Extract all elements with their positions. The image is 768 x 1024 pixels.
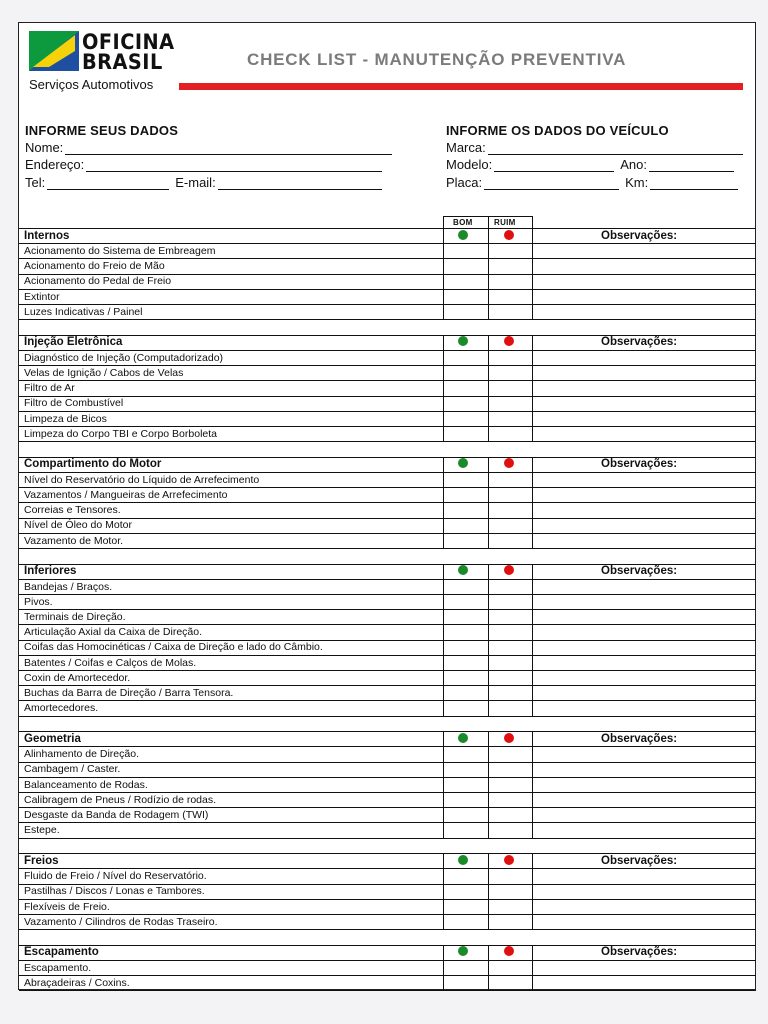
bad-check-cell[interactable] [488, 533, 532, 548]
observations-cell[interactable] [532, 304, 756, 319]
email-label: E-mail: [175, 175, 216, 190]
good-status-dot-icon[interactable] [458, 855, 468, 865]
model-field[interactable] [494, 159, 614, 172]
good-check-cell[interactable] [443, 914, 488, 929]
good-check-cell[interactable] [443, 258, 488, 273]
model-label: Modelo: [446, 157, 493, 172]
good-check-cell[interactable] [443, 975, 488, 990]
bad-status-dot-icon[interactable] [504, 733, 514, 743]
checklist-item: Batentes / Coifas e Calços de Molas. [24, 656, 197, 669]
section-title: Injeção Eletrônica [24, 336, 123, 349]
plate-field[interactable] [484, 177, 619, 190]
name-label: Nome: [25, 140, 64, 155]
observations-cell[interactable] [532, 670, 756, 685]
bad-check-cell[interactable] [488, 975, 532, 990]
logo-text-line2: BRASIL [82, 50, 163, 74]
logo-subtitle: Serviços Automotivos [29, 77, 154, 92]
checklist-item: Nível do Reservatório do Líquido de Arrefecimento [24, 473, 260, 486]
observations-cell[interactable] [532, 975, 756, 990]
observations-label: Observações: [601, 946, 678, 959]
table-column-rule [532, 216, 533, 228]
km-label: Km: [625, 175, 649, 190]
good-check-cell[interactable] [443, 822, 488, 837]
title-underline-bar [179, 83, 743, 90]
good-status-dot-icon[interactable] [458, 733, 468, 743]
observations-cell[interactable] [532, 655, 756, 670]
bad-check-cell[interactable] [488, 700, 532, 715]
bad-check-cell[interactable] [488, 579, 532, 594]
good-check-cell[interactable] [443, 609, 488, 624]
checklist-item: Acionamento do Freio de Mão [24, 260, 165, 273]
brazil-flag-logo-icon [29, 31, 79, 71]
good-check-cell[interactable] [443, 350, 488, 365]
address-field[interactable] [86, 159, 382, 172]
checklist-sheet [18, 22, 756, 990]
table-rule [19, 319, 756, 320]
observations-cell[interactable] [532, 899, 756, 914]
section-title: Freios [24, 854, 59, 867]
checklist-item: Filtro de Ar [24, 382, 75, 395]
bad-check-cell[interactable] [488, 258, 532, 273]
bad-check-cell[interactable] [488, 884, 532, 899]
checklist-item: Diagnóstico de Injeção (Computadorizado) [24, 351, 224, 364]
bad-check-cell[interactable] [488, 594, 532, 609]
table-rule [19, 838, 756, 839]
table-rule [19, 929, 756, 930]
good-check-cell[interactable] [443, 640, 488, 655]
table-rule [19, 228, 756, 229]
checklist-item: Filtro de Combustível [24, 397, 124, 410]
good-status-dot-icon[interactable] [458, 230, 468, 240]
section-title: Escapamento [24, 946, 99, 959]
observations-cell[interactable] [532, 792, 756, 807]
checklist-item: Flexíveis de Freio. [24, 900, 110, 913]
bad-status-dot-icon[interactable] [504, 855, 514, 865]
year-field[interactable] [649, 159, 734, 172]
checklist-item: Estepe. [24, 824, 60, 837]
observations-cell[interactable] [532, 807, 756, 822]
observations-cell[interactable] [532, 884, 756, 899]
good-status-dot-icon[interactable] [458, 565, 468, 575]
observations-cell[interactable] [532, 914, 756, 929]
observations-cell[interactable] [532, 609, 756, 624]
checklist-item: Alinhamento de Direção. [24, 748, 139, 761]
observations-cell[interactable] [532, 258, 756, 273]
checklist-item: Limpeza de Bicos [24, 412, 107, 425]
bad-check-cell[interactable] [488, 609, 532, 624]
good-check-cell[interactable] [443, 655, 488, 670]
phone-field[interactable] [47, 177, 169, 190]
observations-cell[interactable] [532, 624, 756, 639]
good-check-cell[interactable] [443, 243, 488, 258]
name-row [25, 140, 392, 155]
observations-cell[interactable] [532, 777, 756, 792]
section-title: Inferiores [24, 565, 77, 578]
good-check-cell[interactable] [443, 594, 488, 609]
good-check-cell[interactable] [443, 700, 488, 715]
observations-cell[interactable] [532, 472, 756, 487]
name-field[interactable] [65, 142, 392, 155]
good-check-cell[interactable] [443, 426, 488, 441]
checklist-item: Nível de Óleo do Motor [24, 519, 132, 532]
checklist-item: Pastilhas / Discos / Lonas e Tambores. [24, 885, 205, 898]
observations-cell[interactable] [532, 411, 756, 426]
bad-check-cell[interactable] [488, 274, 532, 289]
address-label: Endereço: [25, 157, 85, 172]
good-check-cell[interactable] [443, 380, 488, 395]
contact-row [25, 175, 382, 190]
bad-check-cell[interactable] [488, 655, 532, 670]
company-logo [25, 28, 175, 98]
observations-label: Observações: [601, 229, 678, 242]
checklist-item: Cambagem / Caster. [24, 763, 121, 776]
bad-check-cell[interactable] [488, 822, 532, 837]
bad-check-cell[interactable] [488, 426, 532, 441]
observations-cell[interactable] [532, 426, 756, 441]
checklist-item: Correias e Tensores. [24, 504, 121, 517]
bad-check-cell[interactable] [488, 792, 532, 807]
bad-check-cell[interactable] [488, 685, 532, 700]
observations-label: Observações: [601, 854, 678, 867]
checklist-item: Vazamentos / Mangueiras de Arrefecimento [24, 489, 228, 501]
page-title: CHECK LIST - MANUTENÇÃO PREVENTIVA [247, 50, 627, 69]
observations-cell[interactable] [532, 396, 756, 411]
good-status-dot-icon[interactable] [458, 946, 468, 956]
bad-status-dot-icon[interactable] [504, 336, 514, 346]
email-field[interactable] [218, 177, 382, 190]
observations-cell[interactable] [532, 533, 756, 548]
observations-cell[interactable] [532, 380, 756, 395]
good-check-cell[interactable] [443, 746, 488, 761]
observations-cell[interactable] [532, 365, 756, 380]
bad-check-cell[interactable] [488, 762, 532, 777]
good-check-cell[interactable] [443, 899, 488, 914]
checklist-item: Balanceamento de Rodas. [24, 778, 148, 791]
observations-cell[interactable] [532, 289, 756, 304]
observations-cell[interactable] [532, 822, 756, 837]
good-status-dot-icon[interactable] [458, 336, 468, 346]
phone-label: Tel: [25, 175, 46, 190]
good-check-cell[interactable] [443, 502, 488, 517]
table-column-rule [488, 216, 489, 228]
section-title: Internos [24, 229, 70, 242]
customer-section-heading: INFORME SEUS DADOS [25, 123, 179, 138]
bad-check-cell[interactable] [488, 411, 532, 426]
brand-row [446, 140, 743, 155]
section-title: Geometria [24, 732, 81, 745]
bad-check-cell[interactable] [488, 243, 532, 258]
bad-check-cell[interactable] [488, 914, 532, 929]
bad-status-dot-icon[interactable] [504, 565, 514, 575]
good-check-cell[interactable] [443, 487, 488, 502]
bad-column-header: RUIM [494, 218, 516, 227]
bad-check-cell[interactable] [488, 365, 532, 380]
observations-cell[interactable] [532, 868, 756, 883]
checklist-item: Articulação Axial da Caixa de Direção. [24, 626, 203, 639]
good-check-cell[interactable] [443, 274, 488, 289]
good-check-cell[interactable] [443, 472, 488, 487]
checklist-item: Bandejas / Braços. [24, 580, 113, 593]
good-check-cell[interactable] [443, 304, 488, 319]
checklist-item: Fluido de Freio / Nível do Reservatório. [24, 870, 207, 883]
observations-cell[interactable] [532, 960, 756, 975]
checklist-item: Coifas das Homocinéticas / Caixa de Direção e lado do Câmbio. [24, 641, 323, 654]
bad-check-cell[interactable] [488, 670, 532, 685]
observations-cell[interactable] [532, 700, 756, 715]
checklist-item: Limpeza do Corpo TBI e Corpo Borboleta [24, 427, 217, 440]
checklist-item: Velas de Ignição / Cabos de Velas [24, 367, 184, 379]
observations-label: Observações: [601, 336, 678, 349]
address-row [25, 157, 382, 172]
observations-cell[interactable] [532, 518, 756, 533]
observations-cell[interactable] [532, 274, 756, 289]
bad-check-cell[interactable] [488, 304, 532, 319]
observations-cell[interactable] [532, 640, 756, 655]
bad-check-cell[interactable] [488, 472, 532, 487]
good-check-cell[interactable] [443, 624, 488, 639]
checklist-item: Desgaste da Banda de Rodagem (TWI) [24, 809, 209, 821]
table-rule [19, 441, 756, 442]
observations-label: Observações: [601, 458, 678, 471]
observations-cell[interactable] [532, 594, 756, 609]
bad-check-cell[interactable] [488, 380, 532, 395]
good-check-cell[interactable] [443, 777, 488, 792]
year-label: Ano: [620, 157, 647, 172]
bad-check-cell[interactable] [488, 746, 532, 761]
checklist-item: Amortecedores. [24, 702, 99, 715]
bad-check-cell[interactable] [488, 868, 532, 883]
checklist-item: Abraçadeiras / Coxins. [24, 977, 130, 989]
good-check-cell[interactable] [443, 807, 488, 822]
observations-cell[interactable] [532, 579, 756, 594]
observations-cell[interactable] [532, 243, 756, 258]
good-check-cell[interactable] [443, 396, 488, 411]
checklist-item: Buchas da Barra de Direção / Barra Tensora. [24, 687, 234, 699]
good-check-cell[interactable] [443, 579, 488, 594]
good-check-cell[interactable] [443, 365, 488, 380]
good-check-cell[interactable] [443, 960, 488, 975]
observations-label: Observações: [601, 565, 678, 578]
bad-check-cell[interactable] [488, 396, 532, 411]
checklist-item: Vazamento / Cilindros de Rodas Traseiro. [24, 915, 218, 928]
table-rule [19, 990, 756, 991]
bad-check-cell[interactable] [488, 487, 532, 502]
observations-cell[interactable] [532, 350, 756, 365]
bad-check-cell[interactable] [488, 899, 532, 914]
checklist-item: Acionamento do Pedal de Freio [24, 275, 172, 288]
good-check-cell[interactable] [443, 289, 488, 304]
checklist-item: Vazamento de Motor. [24, 534, 124, 547]
checklist-item: Escapamento. [24, 961, 92, 974]
brand-field[interactable] [488, 142, 743, 155]
table-column-rule [443, 216, 444, 228]
good-check-cell[interactable] [443, 884, 488, 899]
checklist-item: Luzes Indicativas / Painel [24, 305, 143, 318]
good-check-cell[interactable] [443, 670, 488, 685]
good-check-cell[interactable] [443, 868, 488, 883]
good-check-cell[interactable] [443, 792, 488, 807]
good-check-cell[interactable] [443, 533, 488, 548]
bad-check-cell[interactable] [488, 350, 532, 365]
bad-status-dot-icon[interactable] [504, 230, 514, 240]
plate-label: Placa: [446, 175, 483, 190]
bad-status-dot-icon[interactable] [504, 458, 514, 468]
good-check-cell[interactable] [443, 411, 488, 426]
checklist-item: Pivos. [24, 595, 53, 608]
brand-label: Marca: [446, 140, 486, 155]
km-field[interactable] [650, 177, 738, 190]
good-check-cell[interactable] [443, 762, 488, 777]
checklist-item: Acionamento do Sistema de Embreagem [24, 245, 216, 257]
bad-check-cell[interactable] [488, 289, 532, 304]
checklist-item: Extintor [24, 290, 60, 303]
checklist-item: Calibragem de Pneus / Rodízio de rodas. [24, 793, 217, 806]
bad-check-cell[interactable] [488, 777, 532, 792]
table-rule [19, 548, 756, 549]
observations-cell[interactable] [532, 762, 756, 777]
checklist-item: Terminais de Direção. [24, 611, 126, 623]
bad-check-cell[interactable] [488, 518, 532, 533]
observations-cell[interactable] [532, 487, 756, 502]
observations-cell[interactable] [532, 685, 756, 700]
section-title: Compartimento do Motor [24, 458, 162, 471]
plate-row [446, 175, 738, 190]
good-check-cell[interactable] [443, 518, 488, 533]
good-status-dot-icon[interactable] [458, 458, 468, 468]
observations-label: Observações: [601, 732, 678, 745]
bad-status-dot-icon[interactable] [504, 946, 514, 956]
vehicle-section-heading: INFORME OS DADOS DO VEÍCULO [446, 123, 669, 138]
model-row [446, 157, 734, 172]
bad-check-cell[interactable] [488, 807, 532, 822]
observations-cell[interactable] [532, 746, 756, 761]
good-column-header: BOM [453, 218, 473, 227]
good-check-cell[interactable] [443, 685, 488, 700]
checklist-item: Coxin de Amortecedor. [24, 671, 131, 684]
bad-check-cell[interactable] [488, 960, 532, 975]
logo-text-line1: OFICINA [82, 30, 175, 54]
observations-cell[interactable] [532, 502, 756, 517]
table-rule [19, 716, 756, 717]
bad-check-cell[interactable] [488, 502, 532, 517]
bad-check-cell[interactable] [488, 624, 532, 639]
bad-check-cell[interactable] [488, 640, 532, 655]
